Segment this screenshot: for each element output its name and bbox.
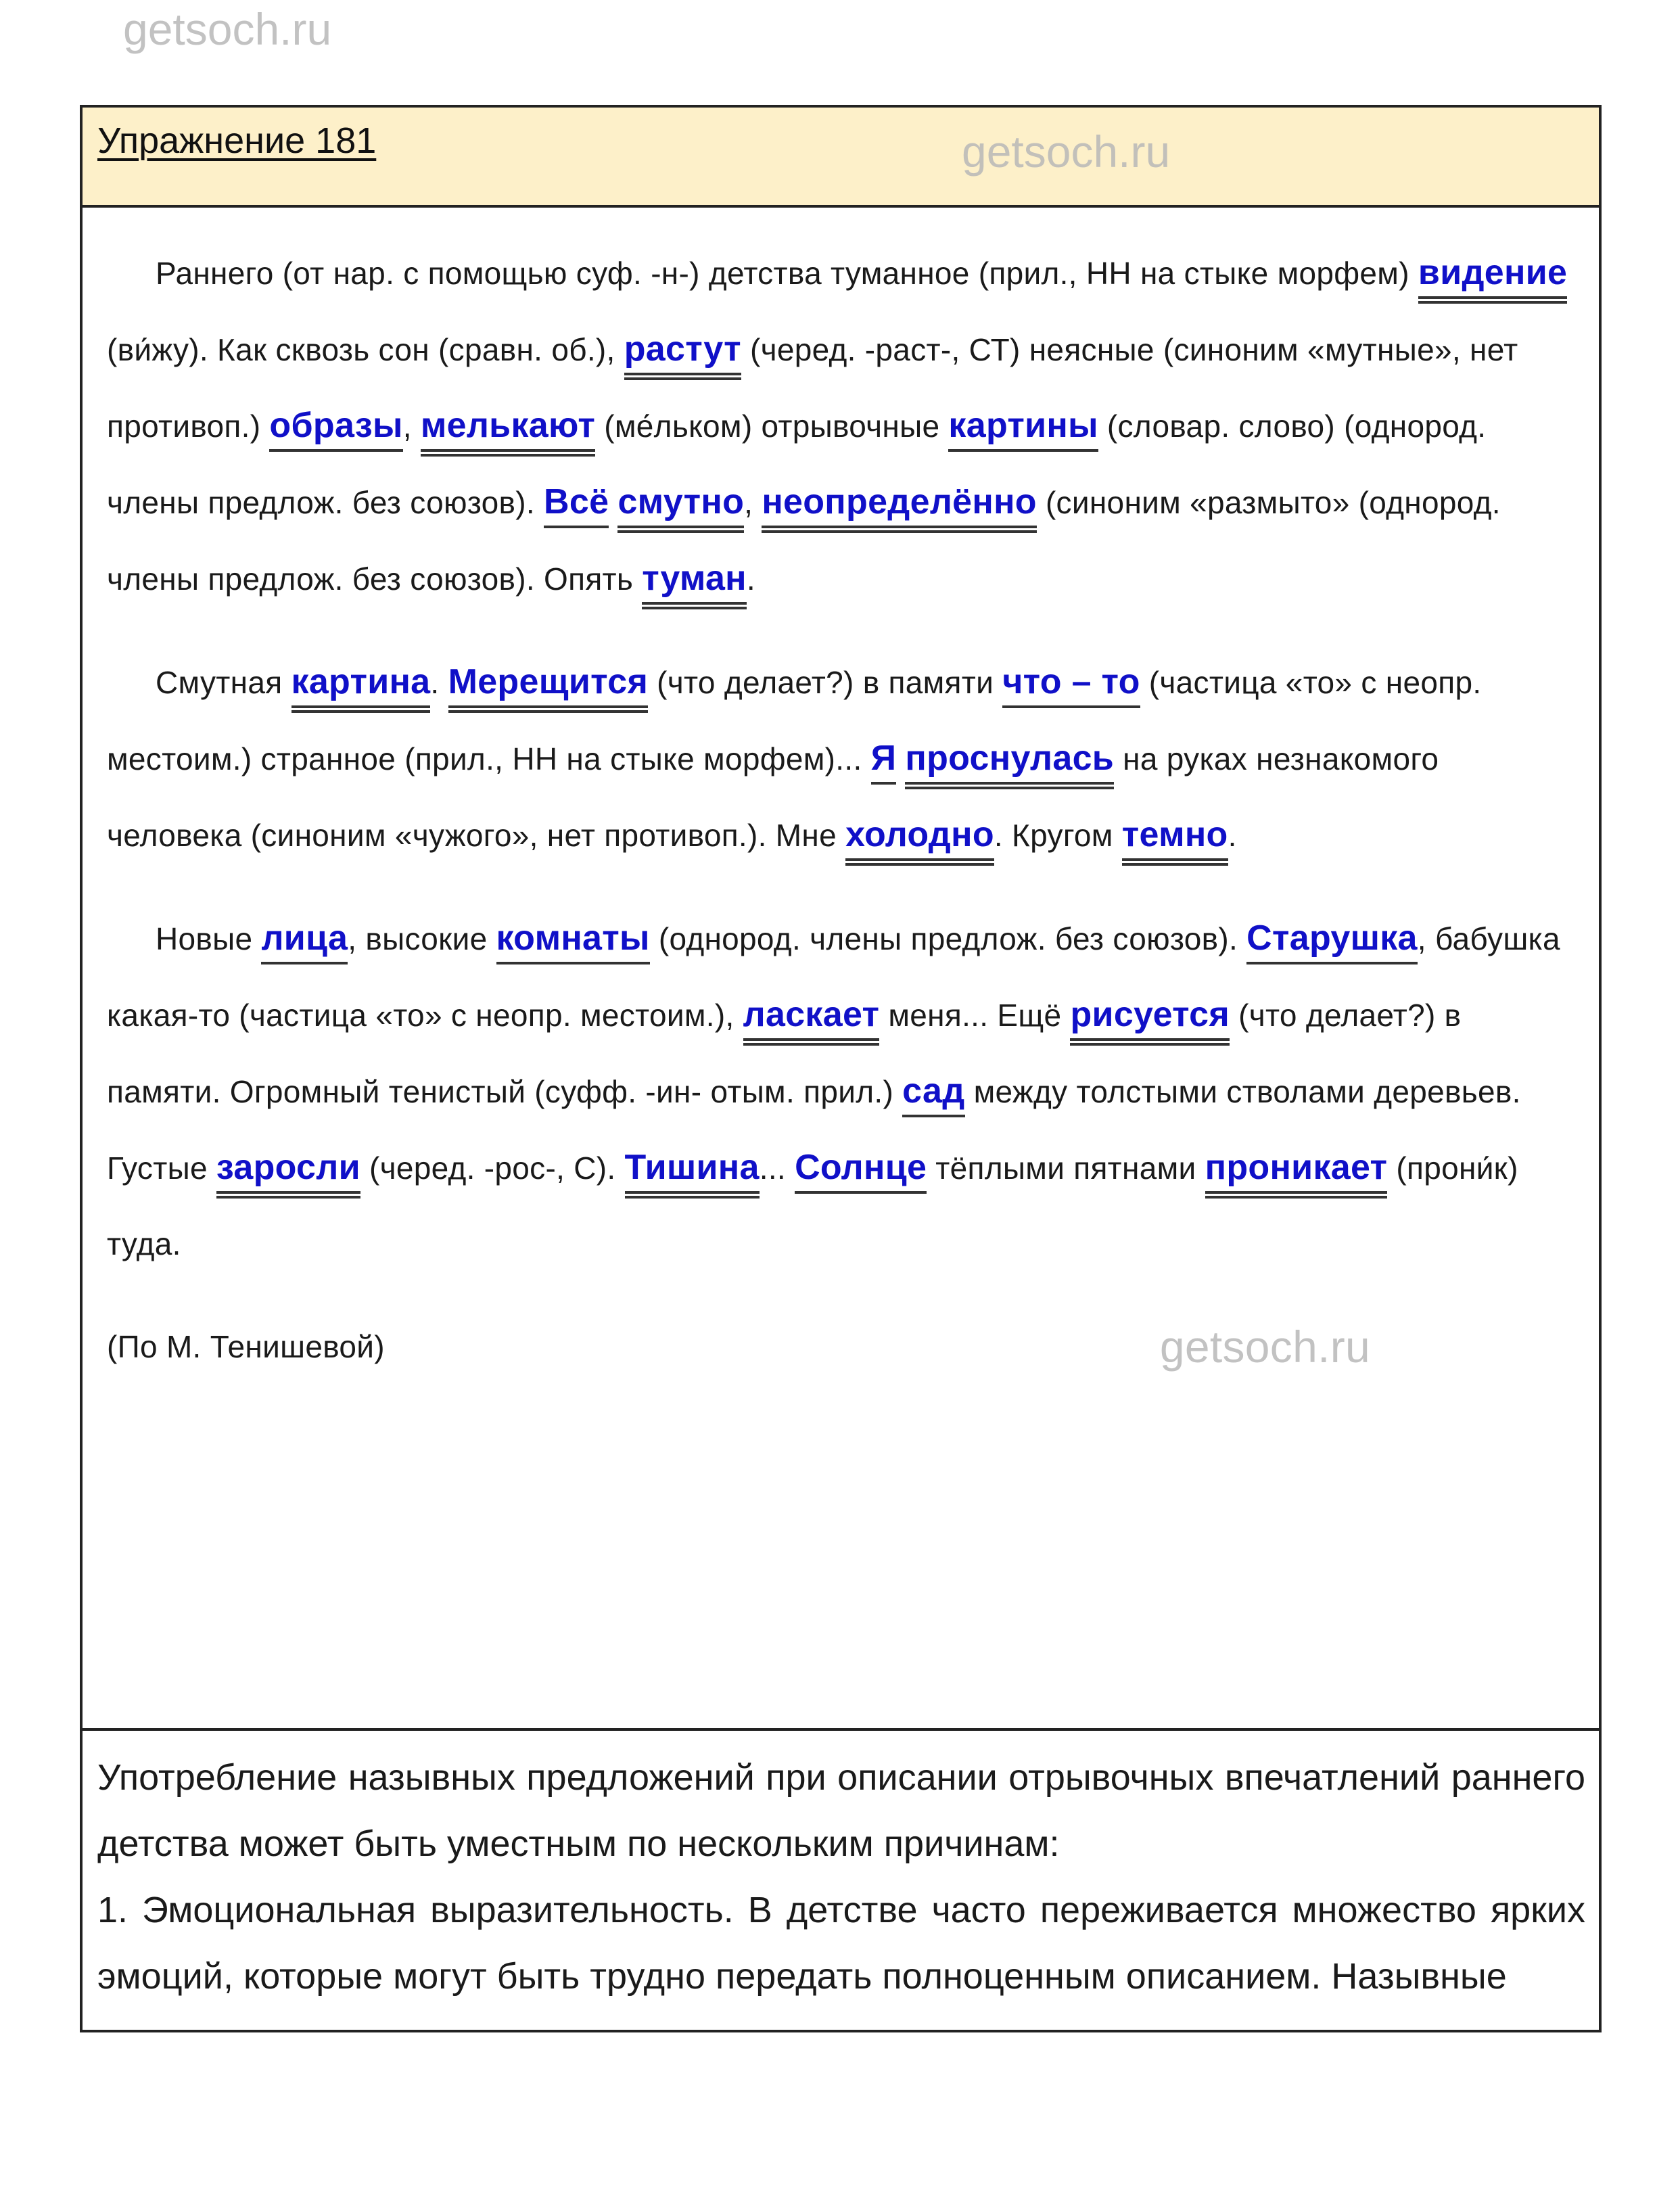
subject-word: сад [902,1071,964,1117]
plain-text [896,741,905,776]
predicate-word: смутно [617,482,744,533]
plain-text: (прони́к) туда. [107,1150,1518,1261]
subject-word: Старушка [1246,919,1418,964]
predicate-word: растут [624,329,741,380]
plain-text: ... [759,1150,795,1186]
predicate-word: неопределённо [762,482,1037,533]
predicate-word: мелькают [421,406,595,457]
subject-word: Я [871,739,897,785]
plain-text: (что делает?) в памяти [648,665,1003,700]
answer-point-1: 1. Эмоциональная выразительность. В детстве часто переживается множество ярких эмоций, которые могут быть трудно передать полноценным описанием. Назывные [97,1890,1585,1997]
subject-word: Всё [544,482,609,528]
watermark: getsoch.ru [123,4,332,54]
subject-word: картины [948,406,1098,452]
predicate-word: холодно [845,815,994,866]
watermark: getsoch.ru [962,126,1171,177]
exercise-card [80,105,1602,2032]
subject-word: комнаты [496,919,650,964]
plain-text [609,485,617,520]
predicate-word: видение [1418,253,1567,304]
plain-text: , бабушка какая-то (частица «то» с неопр. местоим.), [107,921,1560,1033]
plain-text: Новые [156,921,262,956]
plain-text: (частица «то» с неопр. местоим.) странное (прил., НН на стыке морфем)... [107,665,1482,776]
subject-word: образы [269,406,402,452]
subject-word: Солнце [795,1148,927,1194]
plain-text: . [430,665,448,700]
predicate-word: ласкает [743,995,880,1046]
plain-text: Раннего (от нар. с помощью суф. -н-) детства туманное (прил., НН на стыке морфем) [156,256,1418,291]
plain-text: между толстыми стволами деревьев. Густые [107,1074,1521,1186]
answer-section [83,1731,1599,2030]
plain-text: (словар. слово) (однород. члены предлож. без союзов). [107,409,1487,520]
plain-text: (черед. -рос-, С). [360,1150,625,1186]
plain-text: (черед. -раст-, СТ) неясные (синоним «мутные», нет противоп.) [107,332,1518,444]
source-attribution: (По М. Тенишевой) [107,1329,385,1364]
text-paragraph [107,900,1573,1282]
exercise-text [83,208,1599,1731]
exercise-title: Упражнение 181 [97,120,377,161]
subject-word: что – то [1002,662,1140,708]
plain-text: , [744,485,762,520]
predicate-word: туман [642,559,747,609]
source-line [107,1309,1573,1385]
plain-text: , высокие [348,921,496,956]
plain-text: . Кругом [994,818,1122,853]
predicate-word: проникает [1205,1148,1388,1199]
exercise-header [83,108,1599,208]
predicate-word: Тишина [625,1148,760,1199]
answer-intro: Употребление назывных предложений при описании отрывочных впечатлений раннего детства может быть уместным по нескольким причинам: [97,1757,1585,1864]
text-paragraph [107,644,1573,873]
plain-text: на руках незнакомого человека (синоним «чужого», нет противоп.). Мне [107,741,1439,853]
plain-text: Смутная [156,665,291,700]
plain-text: (синоним «размыто» (однород. члены предлож. без союзов). Опять [107,485,1501,597]
plain-text: меня... Ещё [879,998,1071,1033]
plain-text: тёплыми пятнами [927,1150,1205,1186]
predicate-word: рисуется [1070,995,1230,1046]
plain-text: (ме́льком) отрывочные [595,409,949,444]
predicate-word: заросли [216,1148,360,1199]
plain-text: . [746,561,755,597]
subject-word: лица [261,919,348,964]
predicate-word: проснулась [905,739,1114,789]
plain-text: (ви́жу). Как сквозь сон (сравн. об.), [107,332,624,367]
plain-text: . [1228,818,1237,853]
watermark: getsoch.ru [1159,1322,1370,1372]
plain-text: , [402,409,421,444]
predicate-word: картина [291,662,431,713]
text-paragraph [107,235,1573,617]
predicate-word: Мерещится [448,662,649,713]
predicate-word: темно [1122,815,1228,866]
plain-text: (однород. члены предлож. без союзов). [649,921,1247,956]
plain-text: (что делает?) в памяти. Огромный тенистый (суфф. -ин- отым. прил.) [107,998,1462,1109]
